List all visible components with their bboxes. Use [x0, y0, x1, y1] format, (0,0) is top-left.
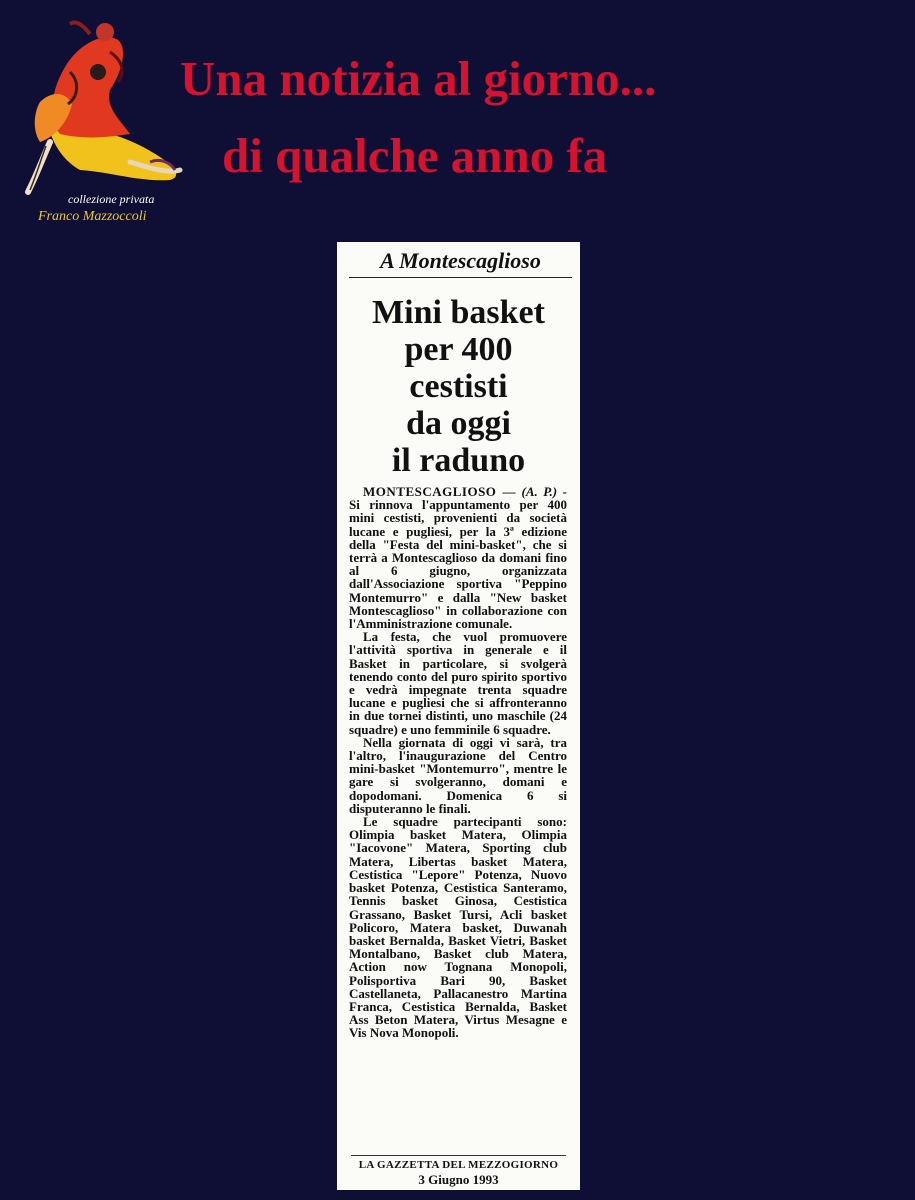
article-title-line: cestisti: [409, 368, 508, 405]
article-title-line: da oggi: [406, 405, 511, 442]
article-title-line: per 400: [404, 331, 513, 368]
newspaper-clipping: [337, 242, 580, 1190]
article-paragraph: [349, 485, 567, 630]
headline-line-2: di qualche anno fa: [222, 128, 608, 183]
article-body: [349, 485, 567, 1040]
article-author: (A. P.): [521, 484, 558, 499]
article-paragraph: Le squadre partecipanti sono: Olimpia basket Matera, Olimpia "Iacovone" Matera, Sporting club Matera, Libertas basket Matera, Cestistica "Lepore" Potenza, Nuovo basket Potenza, Cestistica Santeramo, Tennis basket Ginosa, Cestistica Grassano, Basket Tursi, Acli basket Policoro, Matera basket, Duwanah basket Bernalda, Basket Vietri, Basket Montalbano, Basket club Matera, Action now Tognana Monopoli, Polisportiva Bari 90, Basket Castellaneta, Pallacanestro Martina Franca, Cestistica Bernalda, Basket Ass Beton Matera, Virtus Mesagne e Vis Nova Monopoli.: [349, 814, 567, 1041]
dancer-figure-icon: [10, 12, 190, 202]
collection-logo: [10, 12, 190, 227]
article-title: [337, 294, 580, 479]
article-title-line: il raduno: [391, 442, 526, 479]
article-paragraph: La festa, che vuol promuovere l'attività sportiva in generale e il Basket in particolare, si svolgerà tenendo conto del puro spirito sportivo e vedrà impegnate trenta squadre lucane e pugliesi che si affronteranno in due tornei distinti, uno maschile (24 squadre) e uno femminile 6 squadre.: [349, 629, 567, 737]
article-paragraph-text: - Si rinnova l'appuntamento per 400 mini cestisti, provenienti da società lucane e pugliesi, per la 3ª edizione della "Festa del mini-basket", che si terrà a Montescaglioso da domani fino al 6 giugno, organizzata dall'Associazione sportiva "Peppino Montemurro" e dalla "New basket Montescaglioso" in collaborazione con l'Amministrazione comunale.: [349, 484, 567, 632]
publication-date: 3 Giugno 1993: [418, 1172, 499, 1187]
article-section-label: A Montescaglioso: [349, 248, 572, 278]
logo-caption-owner: Franco Mazzoccoli: [38, 209, 147, 224]
source-divider: [351, 1155, 566, 1156]
article-paragraph: Nella giornata di oggi vi sarà, tra l'altro, l'inaugurazione del Centro mini-basket "Montemurro", mentre le gare si svolgeranno, domani e dopodomani. Domenica 6 si disputeranno le finali.: [349, 734, 567, 816]
headline-line-1: Una notizia al giorno...: [180, 51, 657, 106]
publication-name: LA GAZZETTA DEL MEZZOGIORNO: [358, 1159, 559, 1171]
article-dateline: MONTESCAGLIOSO —: [363, 484, 516, 499]
article-title-line: Mini basket: [372, 294, 545, 331]
logo-caption-collection: collezione privata: [68, 192, 155, 206]
